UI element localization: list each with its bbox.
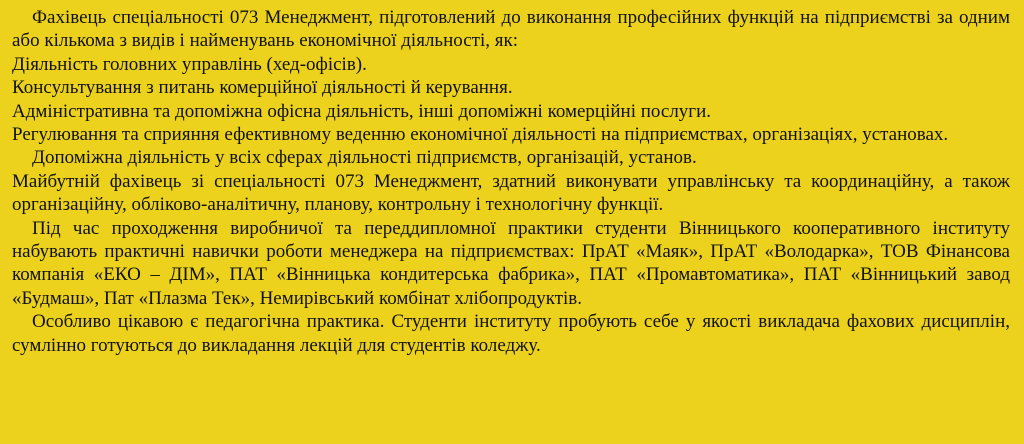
paragraph-specialist-intro: Фахівець спеціальності 073 Менеджмент, підготовлений до виконання професійних функцій на підприємстві за одним або кількома з видів і найменувань економічної діяльності, як: — [12, 7, 1010, 52]
paragraph-internship: Під час проходження виробничої та переддипломної практики студенти Вінницького кооперативного інституту набувають практичні навички роботи менеджера на підприємствах: ПрАТ «Маяк», ПрАТ «Володарка», ТОВ Фінансова компанія «ЕКО – ДІМ», ПАТ «Вінницька кондитерська фабрика», ПАТ «Промавтоматика», ПАТ «Вінницький завод «Будмаш», Пат «Плазма Тек», Немирівський комбінат хлібопродуктів. — [12, 217, 1010, 309]
paragraph-activity-consulting: Консультування з питань комерційної діяльності й керування. — [12, 77, 513, 99]
paragraph-activity-auxiliary: Допоміжна діяльність у всіх сферах діяльності підприємств, організацій, установ. — [32, 147, 697, 169]
paragraph-activity-administrative: Адміністративна та допоміжна офісна діяльність, інші допоміжні комерційні послуги. — [12, 100, 712, 122]
paragraph-pedagogical-practice: Особливо цікавою є педагогічна практика. Студенти інституту пробують себе у якості викладача фахових дисциплін, сумлінно готуються до викладання лекцій для студентів коледжу. — [12, 311, 1010, 356]
paragraph-future-specialist: Майбутній фахівець зі спеціальності 073 Менеджмент, здатний виконувати управлінську та координаційну, а також організаційну, обліково-аналітичну, планову, контрольну і технологічну функції. — [12, 170, 1010, 216]
paragraph-activity-regulation: Регулювання та сприяння ефективному веденню економічної діяльності на підприємствах, організаціях, установах. — [12, 124, 949, 146]
paragraph-activity-head-offices: Діяльність головних управлінь (хед-офісів). — [12, 53, 367, 75]
